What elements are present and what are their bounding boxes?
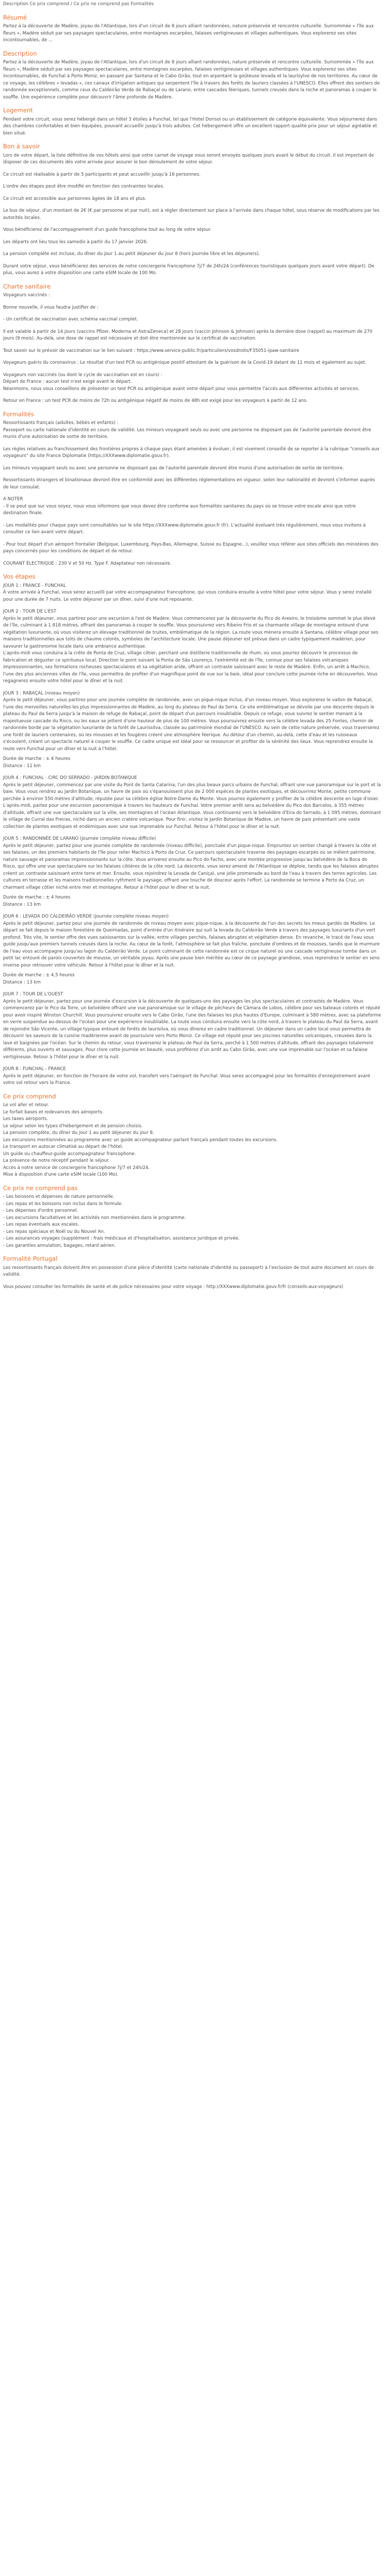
section-heading-prix-comprend: Ce prix comprend: [3, 1092, 56, 1100]
list-item: - Les garanties annulation, bagages, retard aérien.: [3, 1243, 116, 1248]
list-item: Un guide ou chauffeur-guide accompagnateur francophone.: [3, 1151, 136, 1157]
list-item: - Les repas éventuels aux escales.: [3, 1222, 79, 1227]
list-item: - Les excursions facultatives et les activités non mentionnées dans le programme.: [3, 1215, 186, 1221]
paragraph: Vous bénéficierez de l'accompagnement d'un guide francophone tout au long de votre séjour.: [3, 227, 211, 232]
itinerary-day-title: JOUR 5 : RANDONNÉE DE LARANO (journée complète niveau difficile): [3, 836, 156, 841]
itinerary-day-body: Après le petit déjeuner, partez pour une journée complète de randonnée (niveau difficile), ponctuée d'un pique-nique. Empruntez un sentier changé à travers la côte et ses falaises, un des premiers habitants de l'île pour relier Machico à Porto da Cruz. Ce parcours spectaculaire traverse des paysages escarpés où se mêlent patrimoine, nature sauvage et panoramas impressionnants sur la côte. Vous arriverez ensuite au Pico do Facho, avec une montée progressive jusqu'au belvédère de la Boca do Risco, qui offre une vue spectaculaire sur les falaises côtières de la côte nord. La descente, vous serez amené de l'Atlantique se déploie, tandis que les falaises abruptes créent un contraste saisissant entre terre et mer. Ensuite, vous rejoindrez la Levada do Caniçal, une jolie promenade au bord de l'eau à travers des terres agricoles. Les cultures en terrasse et les maisons traditionnelles rythment le paysage, offrant une touche de douceur après l'effort. La randonnée se termine à Porto da Cruz, un charmant village côtier niché entre mer et montagne. Retour à l'hôtel pour le dîner et la nuit.: [3, 843, 379, 890]
list-item: Les excursions mentionnées au programme avec un guide accompagnateur parlant français pendant toutes les excursions.: [3, 1137, 278, 1143]
section-description: [3, 50, 382, 101]
paragraph: Voyageurs vaccinés :: [3, 293, 50, 298]
itinerary-day-body: À votre arrivée à Funchal, vous serez accueilli par votre accompagnateur francophone, qui vous conduira ensuite à votre hôtel pour votre séjour. Vous y serez installé pour une durée de 7 nuits. Le votre déjeuner par un dîner, suivi d'une nuit reposante.: [3, 590, 372, 602]
itinerary-day-duration: Durée de marche : ± 4 heures Distance : 11 km: [3, 756, 71, 769]
paragraph: Néanmoins, nous vous conseillons de présenter un test PCR ou antigénique avant votre départ pour vous permettre l'accès aux différentes activités et services.: [3, 386, 360, 392]
paragraph: Départ de France : aucun test n'est exigé avant le départ.: [3, 379, 132, 384]
paragraph: Ce circuit est accessible aux personnes âgées de 18 ans et plus.: [3, 196, 146, 201]
itinerary-day-body: Après le petit déjeuner, commencez par une visite du Pont de Santa Catarina, l'un des plus beaux parcs urbains de Funchal, offrant une vue panoramique sur le port et la baie. Vous vous rendrez au Jardin Botanique, un havre de paix où s'épanouissent plus de 2 000 espèces de plantes exotiques, et découvrirez Monte, petite commune perchée à environ 550 mètres d'altitude, réputée pour sa célèbre église Notre-Dame du Monte. Vous pourrez également y profiter de la célèbre descente en luge d'osier. L'après-midi, partez pour une excursion panoramique à travers les hauteurs de Funchal. Votre premier arrêt sera au belvédère du Pico dos Barcelos, à 355 mètres d'altitude, offrant une vue spectaculaire sur la ville, ses montagnes et l'océan Atlantique. Vous continuerez vers le belvédère d'Eira do Serrado, à 1 095 mètres, dominant le village de Curral das Freiras, niché dans un ancien cratère volcanique. Pour finir, visitez le Jardin Botanique de Madère, un havre de paix présentant une vaste collection de plantes exotiques et endémiques avec une vue imprenable sur Funchal. Retour à l'hôtel pour le dîner et la nuit.: [3, 782, 381, 829]
included-list: [3, 1102, 382, 1179]
itinerary-days: [3, 583, 382, 1087]
itinerary-day-body: Après le petit déjeuner, vous partirez pour une excursion à l'est de Madère. Vous commencerez par la découverte du Pico do Areeiro, le troisième sommet le plus élevé de l'île, culminant à 1 818 mètres, offrant des panoramas à couper le souffle. Vous poursuivrez vers Ribeiro Frio et sa charmante village de montagne entouré d'une végétation luxuriante, où vous visiterez un élevage traditionnel de truites, emblématique de la région. La route vous mènera ensuite à Santana, célèbre village pour ses maisons traditionnelles aux toits de chaume colorés, symboles de l'architecture locale. Une pause déjeuner est prévue dans un cadre typiquement madérien, pour savourer la gastronomie locale dans une ambiance authentique. L'après-midi vous conduira à la crête de Ponta de Cruz, village côtier, perchant une distillerie traditionnelle de rhum, où vous pourrez découvrir le processus de fabrication et déguster ce spiritueux local. Direction le point suivant la Ponta de São Lourenço, l'extrémité est de l'île, connue pour ses falaises volcaniques impressionnantes, ses formations rocheuses spectaculaires et sa végétation aride, offrant un contraste saisissant avec le reste de Madère. Enfin, un arrêt à Machico, l'une des plus anciennes villes de l'île, vous permettra de profiter d'un magnifique point de vue sur la baie, idéal pour conclure cette journée riche en découvertes. Vous regagnerez ensuite votre hôtel pour le dîner et la nuit.: [3, 616, 379, 684]
list-item: La pension complète, du dîner du jour 1 au petit déjeuner du jour 8.: [3, 1130, 154, 1136]
document-tabs-line: Description Ce prix comprend / Ce prix ne comprend pas Formalités: [3, 2, 154, 7]
paragraph: Passeport ou carte nationale d'identité en cours de validité. Les mineurs voyageant seuls ou avec une personne ne disposant pas de l'autorité parentale devront être munis d'une autorisation de sortie de territoire.: [3, 427, 371, 439]
section-heading-vos-etapes: Vos étapes: [3, 573, 36, 580]
itinerary-day-title: JOUR 2 : TOUR DE L'EST: [3, 609, 57, 614]
section-heading-formalites: Formalités: [3, 410, 34, 418]
section-formalite-portugal: [3, 1256, 382, 1291]
itinerary-day-body: Après le petit déjeuner, en fonction de l'horaire de votre vol, transfert vers l'aéroport de Funchal. Vous serez accompagné pour les formalités d'enregistrement avant votre vol retour vers la France.: [3, 1073, 370, 1086]
itinerary-day-title: JOUR 1 : FRANCE - FUNCHAL: [3, 583, 66, 588]
itinerary-day: [3, 608, 382, 685]
itinerary-day: [3, 583, 382, 604]
itinerary-day: [3, 1066, 382, 1087]
list-item: Le transport en autocar climatisé au départ de l'hôtel.: [3, 1144, 123, 1149]
itinerary-day-body: Après le petit déjeuner, partez pour une journée d'excursion à la découverte de quelques-uns des paysages les plus spectaculaires et contrastés de Madère. Vous commencerez par le Pico da Torre, un belvédère offrant une vue panoramique sur le village de pêcheurs de Câmara de Lobos, célèbre pour ses bateaux colorés et réputé pour avoir inspiré Winston Churchill. Vous poursuivrez ensuite vers le Cabo Girão, l'une des falaises les plus hautes d'Europe, culminant à 580 mètres, avec sa plateforme en verre suspendue au-dessus de l'océan pour une expérience inoubliable. La route vous conduira ensuite vers la côte nord, à travers le plateau du Paul da Serra, avant de rejoindre São Vicente, un village typique entouré de forêts de laurisilva, où vous dînerez en cadre traditionnel. Un déjeuner dans un cadre local vous permettra de découvrir les saveurs de la cuisine madérienne avant de poursuivre vers Porto Moniz. Ce village est réputé pour ses piscines naturelles volcaniques, creusées dans la lave et baignées par l'océan. Sur le chemin du retour, vous traverserez le plateau de Paul da Serra, perché à 1 500 mètres d'altitude, offrant des paysages totalement différents, plus ouverts et sauvages. Pour clore cette journée en beauté, vous profiterez d'un arrêt au Cabo Girão, avec une vue imprenable sur l'océan et sa falaise vertigineuse. Retour à l'hôtel pour le dîner et la nuit.: [3, 998, 381, 1060]
logement-text: Pendant votre circuit, vous serez hébergé dans un hôtel 3 étoiles à Funchal, tel que l'Hotel Dorisol ou un établissement de catégorie équivalente. Vous séjournerez dans des chambres confortables et bien équipées, pouvant accueillir jusqu'à trois adultes. Cet hébergement offre un excellent rapport qualité-prix pour un séjour agréable et bien situé.: [3, 116, 378, 136]
list-item: Le vol aller et retour.: [3, 1103, 50, 1108]
itinerary-day: [3, 913, 382, 986]
section-heading-logement: Logement: [3, 107, 33, 114]
section-heading-resume: Résumé: [3, 13, 27, 21]
section-heading-description: Description: [3, 49, 37, 57]
list-item: Le séjour selon les types d'hébergement et de pension choisis.: [3, 1123, 143, 1129]
section-charte-sanitaire: [3, 283, 382, 405]
itinerary-day-title: JOUR 7 : TOUR DE L'OUEST: [3, 992, 63, 997]
itinerary-day-body: Après le petit déjeuner, vous partirez pour une journée complète de randonnée, avec un pique-nique inclus, d'un niveau moyen. Vous explorerez le vallon de Rabaçal, l'une des merveilles naturelles les plus impressionnantes de Madère, au long du plateau de Paul da Serra. Ce site emblématique se dévoile par une descente depuis le plateau du Paul da Serra jusqu'à la maison de refuge de Rabaçal, point de départ d'un parcours inoubliable. Depuis ce refuge, vous suivrez le sentier menant à la majestueuse cascade du Risco, ou les eaux se jettent d'une hauteur de plus de 100 mètres. Vous poursuivrez ensuite vers la célèbre levada des 25 Fontes, chemin de randonnée bordé par la végétation luxuriante de la forêt de Laurissilva, classée au patrimoine mondial de l'UNESCO. Au sein de cette nature préservée, vous traverserez une forêt de lauriers centenaires, où les mousses et les fougères créent une atmosphère féerique. Au détour d'un chemin, au-delà, cette d'eau et les ruisseaux s'écoulent, créant un spectacle naturel à couper le souffle. Ce cadre unique est idéal pour se ressourcer et profiter de la sérénité des lieux. Vous reprendrez ensuite la route vers Funchal pour un dîner et la nuit à l'hôtel.: [3, 698, 380, 752]
itinerary-day: [3, 690, 382, 770]
paragraph: Le bus de séjour, d'un montant de 2€ (€ par personne et par nuit), est à régler directement sur place à l'arrivée dans chaque hôtel, sous réserve de modifications par les autorités locales.: [3, 208, 380, 221]
paragraph: - Un certificat de vaccination avec schéma vaccinal complet.: [3, 317, 138, 322]
itinerary-day-title: JOUR 4 : FUNCHAL - CIRC DO SERRADO - JARDIN BOTANIQUE: [3, 775, 137, 781]
paragraph: Les départs ont lieu tous les samedis à partir du 17 janvier 2026.: [3, 239, 148, 245]
paragraph: A NOTER: [3, 497, 23, 502]
section-formalites: [3, 411, 382, 568]
itinerary-day-title: JOUR 3 : RABAÇAL (niveau moyen): [3, 690, 80, 696]
paragraph: La pension complète est incluse, du dîner du jour 1 au petit déjeuner du jour 8 (hors journée libre et les déjeuners).: [3, 251, 260, 257]
list-item: Les taxes aéroports.: [3, 1116, 48, 1122]
paragraph: Retour en France : un test PCR de moins de 72h ou antigénique négatif de moins de 48h est exigé pour les voyageurs à partir de 12 ans.: [3, 398, 308, 403]
section-heading-formalite-portugal: Formalité Portugal: [3, 1255, 58, 1262]
excluded-list: [3, 1194, 382, 1249]
resume-text: Partez à la découverte de Madère, joyau de l'Atlantique, lors d'un circuit de 8 jours alliant randonnées, nature préservée et rencontre culturelle. Surnommée « l'île aux fleurs », Madère séduit par ses paysages spectaculaires, entre montagnes escarpées, falaises vertigineuses et villages authentiques. Vous explorerez ses sites incontournables, de ...: [3, 24, 374, 43]
itinerary-day: [3, 991, 382, 1061]
paragraph: Ce circuit est réalisable à partir de 5 participants et peut accueillir jusqu'à 16 personnes.: [3, 172, 201, 177]
list-item: Accès à notre service de conciergerie francophone 7j/7 et 24h/24.: [3, 1165, 150, 1171]
list-item: Le forfait bases et redevances des aéroports.: [3, 1109, 104, 1115]
list-item: La présence de notre réceptif pendant le séjour.: [3, 1158, 110, 1163]
paragraph: Les règles relatives au franchissement des frontières propres à chaque pays étant amenées à évoluer, il est vivement conseillé de se reporter à la rubrique "conseils aux voyageurs" du site France Diplomatie (https://XXXwww.diplomatie.gouv.fr).: [3, 446, 380, 459]
paragraph: Lors de votre départ, la liste définitive de vos hôtels ainsi que votre carnet de voyage vous seront envoyés quelques jours avant le début du circuit. Il est important de disposer de ces documents dès votre arrivée pour assurer le bon déroulement de votre séjour.: [3, 152, 374, 165]
paragraph: Ressortissants français (adultes, bébés et enfants) :: [3, 420, 119, 426]
section-resume: [3, 14, 382, 44]
paragraph: L'ordre des étapes peut être modifié en fonction des contraintes locales.: [3, 184, 165, 189]
section-prix-comprend: [3, 1093, 382, 1179]
paragraph: Vous pouvez consulter les formalités de santé et de police nécessaires pour votre voyage : http://XXXwww.diplomatie.gouv.fr/fr (conseils-aux-voyageurs): [3, 1284, 344, 1290]
list-item: - Les dépenses d'ordre personnel.: [3, 1208, 78, 1213]
document-page: [0, 0, 385, 1300]
paragraph: Bonne nouvelle, il vous faudra justifier de :: [3, 304, 99, 310]
paragraph: Il est valable à partir de 14 jours (vaccins Pfizer, Moderna et AstraZeneca) et 28 jours (vaccin Johnson & Johnson) après la dernière dose (rappel) au maximum de 270 jours (9 mois). Au-delà, une dose de rappel est nécessaire et doit être mentionnée sur le certificat de vaccination.: [3, 329, 372, 341]
itinerary-day-duration: Durée de marche : ± 4 heures Distance : 13 km: [3, 895, 71, 907]
list-item: Mise à disposition d'une carte eSIM locale (100 Mo).: [3, 1172, 119, 1177]
list-item: - Les boissons et dépenses de nature personnelle.: [3, 1194, 115, 1199]
paragraph: Les mineurs voyageant seuls ou avec une personne ne disposant pas de l'autorité parentale devront être munis d'une autorisation de sortie de territoire.: [3, 465, 344, 471]
itinerary-day: [3, 775, 382, 831]
itinerary-day-title: JOUR 8 : FUNCHAL - FRANCE: [3, 1066, 66, 1072]
itinerary-day-body: Après le petit déjeuner, partez pour une journée de randonnée de niveau moyen avec pique-nique, à la découverte de l'un des secrets les mieux gardés de Madère. Le départ se fait depuis le maison forestière de Queimadas, point d'entrée d'un itinéraire qui suit la levada du Caldeirão Verde à travers des paysages luxuriants d'un vert profond. Très vite, le sentier offre des vues saisissantes sur la vallée, entre villages perchés, falaises abruptes et végétation dense. En revanche, le tracé de l'eau vous guide jusqu'aux premiers tunnels creusés dans la roche. Au cœur de la forêt, l'atmosphère se fait plus fraîche, ponctuée d'ombres et de mousses, tandis que le murmure de l'eau vous accompagne jusqu'au lagon du Caldeirão Verde. Le point culminant de cette randonnée est ce cirque naturel où une cascade vertigineuse tombe dans un petit lac entouré de parois couvertes de mousse, un véritable joyau. Après une pause bien méritée au cœur de ce paysage grandiose, vous reprendrez le sentier en sens inverse pour retrouver votre véhicule. Retour à l'hôtel pour le dîner et la nuit.: [3, 921, 380, 968]
paragraph: Voyageurs non vaccinés (ou dont le cycle de vaccination est en cours) :: [3, 372, 162, 378]
itinerary-day-title: JOUR 6 : LEVADA DO CALDEIRÃO VERDE (journée complète niveau moyen): [3, 914, 169, 919]
section-logement: [3, 107, 382, 137]
paragraph: Ressortissants étrangers et binationaux devront être en conformité avec les différentes réglementations en vigueur, selon leur nationalité et devront s'informer auprès de leur consulat.: [3, 478, 375, 490]
paragraph: Tout savoir sur le prévoir de vaccination sur le lien suivant : https://www.service-public.fr/particuliers/vosdroits/F35051-ipaw-sanitaire: [3, 348, 300, 353]
paragraph: - Il se peut que sur vous soyez, nous vous informons que vous devez être conforme aux formalités sanitaires du pays où se trouve votre escale ainsi que votre destination finale.: [3, 503, 356, 516]
paragraph: - Pour tout départ d'un aéroport frontalier (Belgique, Luxembourg, Pays-Bas, Allemagne, Suisse ou Espagne...), veuillez vous référer aux sites officiels des ministères des pays concernés pour les conditions de départ et de retour.: [3, 541, 379, 554]
paragraph: - Les modalités pour chaque pays sont consultables sur le site https://XXXwww.diplomatie.gouv.fr (fr). L'actualité évoluant très régulièrement, nous vous invitons à consulter ce lien avant votre départ.: [3, 522, 366, 535]
section-heading-bon-a-savoir: Bon à savoir: [3, 143, 40, 150]
paragraph: Voyageurs guéris du coronavirus : Le résultat d'un test PCR ou antigénique positif attestant de la guérison de la Covid-19 datant de 11 mois et également au sujet.: [3, 360, 367, 365]
list-item: - Les repas spéciaux et Noël ou du Nouvel An.: [3, 1229, 105, 1234]
list-item: - Les repas et les boissons non inclus dans le formule.: [3, 1201, 123, 1207]
paragraph: Les ressortissants français doivent être en possession d'une pièce d'identité (carte nationale d'identité ou passeport) à l'exclusion de tout autre document en cours de validité.: [3, 1265, 374, 1277]
itinerary-day: [3, 836, 382, 908]
section-heading-charte-sanitaire: Charte sanitaire: [3, 282, 51, 290]
paragraph: Durant votre séjour, vous bénéficierez des services de notre conciergerie francophone 7j/7 de 24h/24 (conférences touristiques quelques jours avant votre départ). De plus, vous aurez à votre disposition une carte eSIM locale de 100 Mo.: [3, 263, 374, 276]
section-prix-ne-comprend: [3, 1185, 382, 1250]
description-text: Partez à la découverte de Madère, joyau de l'Atlantique, lors d'un circuit de 8 jours alliant randonnées, nature préservée et rencontre culturelle. Surnommée « l'île aux fleurs », Madère séduit par ses paysages spectaculaires, entre montagnes escarpées, falaises vertigineuses et villages authentiques. Vous explorerez ses sites incontournables, de Funchal à Porto Moniz, en passant par Santana et le Cabo Girão, tout en arpentant la goûteuse levada et la laurisylve de nos territoires. Au cœur de ce voyage, les célèbres « levadas », ces canaux d'irrigation antiques qui serpentent l'île à travers des forêts de lauriers classées à l'UNESCO. Elles offrent des sentiers de randonnée exceptionnels, comme ceux du Caldeirão Verde de Rabaçal ou de Larano, entre cascades féeriques, tunnels creusés dans la roche et panoramas à couper le souffle. Une expérience complète pour découvrir l'âme profonde de Madère.: [3, 60, 380, 100]
paragraph: COURANT ÉLECTRIQUE : 230 V et 50 Hz. Type F. Adaptateur non nécessaire.: [3, 561, 172, 566]
section-heading-prix-ne-comprend: Ce prix ne comprend pas: [3, 1184, 78, 1192]
itinerary-day-duration: Durée de marche : ± 4,5 heures Distance : 13 km: [3, 973, 75, 985]
list-item: - Les assurances voyages (supplément : frais médicaux et d'hospitalisation, assistance juridique et privée.: [3, 1236, 240, 1241]
section-bon-a-savoir: [3, 143, 382, 277]
section-vos-etapes: [3, 573, 382, 1087]
